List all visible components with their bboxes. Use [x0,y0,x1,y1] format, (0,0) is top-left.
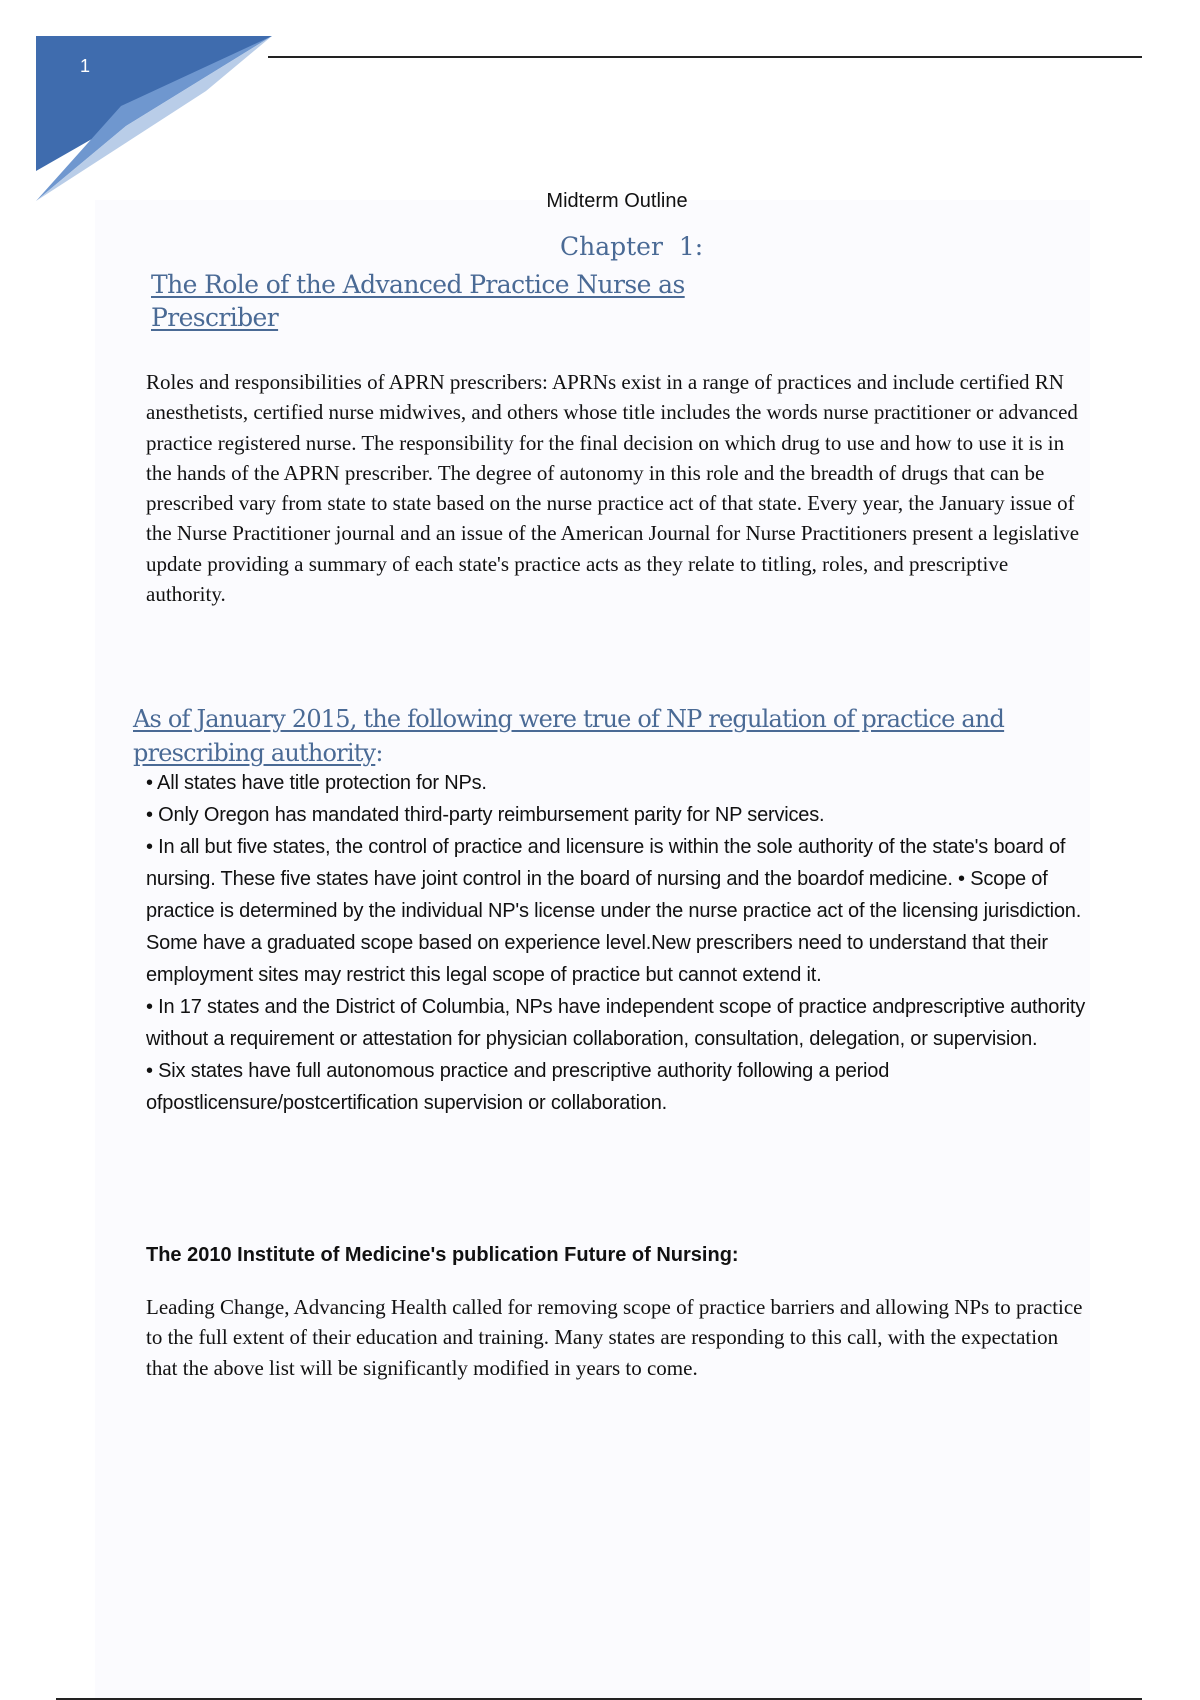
page-number: 1 [80,56,91,76]
iom-heading: The 2010 Institute of Medicine's publication Future of Nursing: [146,1244,739,1266]
regulation-heading-colon: : [375,739,383,767]
document-title: Midterm Outline [546,190,688,212]
regulation-list [146,767,1086,1119]
list-item: • All states have title protection for NPs. [146,772,487,794]
roles-paragraph: Roles and responsibilities of APRN prescribers: APRNs exist in a range of practices and include certified RN anesthetists, certified nurse midwives, and others whose title includes the words nurse practitioner or advanced practice registered nurse. The responsibility for the final decision on which drug to use and how to use it is in the hands of the APRN prescriber. The degree of autonomy in this role and the breadth of drugs that can be prescribed vary from state to state based on the nurse practice act of that state. Every year, the January issue of the Nurse Practitioner journal and an issue of the American Journal for Nurse Practitioners present a legislative update providing a summary of each state's practice acts as they relate to titling, roles, and prescriptive authority. [146,370,1080,607]
list-item: • In 17 states and the District of Columbia, NPs have independent scope of practice andprescriptive authority without a requirement or attestation for physician collaboration, consultation, delegation, or supervision. [146,996,1086,1050]
regulation-heading-text: As of January 2015, the following were true of NP regulation of practice and prescribing authority [133,705,1005,767]
chapter-label: Chapter 1: [560,232,704,261]
iom-paragraph: Leading Change, Advancing Health called for removing scope of practice barriers and allowing NPs to practice to the full extent of their education and training. Many states are responding to this call, with the expectation that the above list will be significantly modified in years to come. [146,1295,1083,1380]
list-item: • Six states have full autonomous practice and prescriptive authority following a period ofpostlicensure/postcertification supervision or collaboration. [146,1060,890,1114]
header-rule [268,56,1142,58]
chapter-title: The Role of the Advanced Practice Nurse as Prescriber [151,270,685,332]
list-item: • In all but five states, the control of practice and licensure is within the sole authority of the state's board of nursing. These five states have joint control in the board of nursing and the boardof medicine. • Scope of practice is determined by the individual NP's license under the nurse practice act of the licensing jurisdiction. Some have a graduated scope based on experience level.New prescribers need to understand that their employment sites may restrict this legal scope of practice but cannot extend it. [146,836,1082,986]
regulation-heading [133,702,1093,770]
list-item: • Only Oregon has mandated third-party reimbursement parity for NP services. [146,804,825,826]
corner-decoration [36,36,272,201]
